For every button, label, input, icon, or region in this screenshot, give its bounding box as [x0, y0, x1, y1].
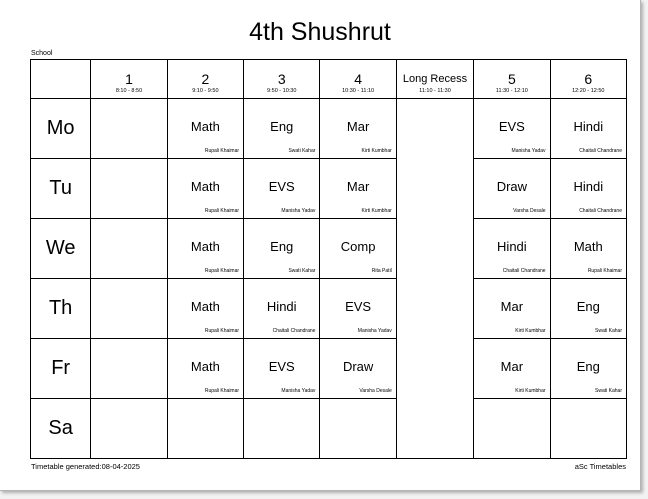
period-number: Long Recess — [402, 73, 468, 85]
subject-name: Draw — [342, 359, 374, 374]
lesson-cell — [320, 159, 396, 219]
period-number: 4 — [354, 71, 362, 87]
subject-name: Hindi — [573, 119, 604, 134]
lesson-cell — [550, 339, 626, 399]
lesson-cell — [167, 219, 243, 279]
subject-name: Mar — [346, 119, 370, 134]
day-name: Tu — [31, 159, 91, 219]
period-time: 11:10 - 11:30 — [419, 88, 451, 94]
teacher-name: Manisha Yadav — [511, 148, 546, 154]
lesson-cell — [474, 159, 550, 219]
subject-name: Mar — [500, 359, 524, 374]
empty-cell — [91, 339, 167, 399]
teacher-name: Rupali Khaimar — [587, 268, 622, 274]
empty-cell — [320, 399, 396, 459]
lesson-cell — [167, 339, 243, 399]
day-row — [31, 279, 627, 339]
subject-name: EVS — [268, 359, 295, 374]
subject-name: Hindi — [573, 179, 604, 194]
lesson-cell — [474, 279, 550, 339]
period-header — [550, 60, 626, 99]
corner-cell — [31, 60, 91, 99]
day-row — [31, 219, 627, 279]
teacher-name: Manisha Yadav — [357, 328, 392, 334]
period-header — [474, 60, 550, 99]
teacher-name: Chaitali Chandrane — [272, 328, 316, 334]
subject-name: Math — [573, 239, 603, 254]
subject-name: EVS — [345, 299, 372, 314]
subject-name: Eng — [576, 299, 600, 314]
period-number: 6 — [584, 71, 593, 87]
timetable-grid — [30, 59, 627, 459]
empty-cell — [91, 279, 167, 339]
teacher-name: Kirti Kumbhar — [515, 388, 546, 394]
day-name: Th — [31, 279, 91, 339]
empty-cell — [550, 399, 626, 459]
lesson-cell — [244, 339, 320, 399]
period-header — [396, 60, 473, 99]
subject-name: Mar — [346, 179, 370, 194]
teacher-name: Swati Kahar — [288, 268, 316, 274]
teacher-name: Swati Kahar — [595, 328, 622, 334]
empty-cell — [167, 399, 243, 459]
teacher-name: Rupali Khaimar — [204, 388, 240, 394]
lesson-cell — [320, 279, 396, 339]
teacher-name: Rupali Khaimar — [204, 328, 240, 334]
subject-name: Math — [190, 119, 220, 134]
subject-name: EVS — [268, 179, 295, 194]
period-time: 9:50 - 10:30 — [267, 88, 297, 94]
day-name: Fr — [31, 339, 91, 399]
day-row — [31, 99, 627, 159]
teacher-name: Chaitali Chandrane — [502, 268, 546, 274]
empty-cell — [91, 219, 167, 279]
subject-name: Draw — [496, 179, 528, 194]
subject-name: Eng — [270, 119, 294, 134]
teacher-name: Swati Kahar — [595, 388, 622, 394]
empty-cell — [474, 399, 550, 459]
period-header — [91, 60, 167, 99]
subject-name: Math — [190, 179, 220, 194]
period-number: 3 — [277, 71, 286, 87]
software-credit: aSc Timetables — [574, 462, 626, 471]
subject-name: Hindi — [497, 239, 527, 254]
lesson-cell — [167, 99, 243, 159]
subject-name: Mar — [500, 299, 524, 314]
day-name: Mo — [31, 99, 91, 159]
subject-name: Math — [190, 359, 220, 374]
empty-cell — [91, 399, 167, 459]
period-header — [320, 60, 396, 99]
empty-cell — [91, 159, 167, 219]
subject-name: EVS — [498, 119, 525, 134]
generated-date: Timetable generated:08-04-2025 — [31, 462, 140, 471]
period-number: 2 — [201, 71, 210, 87]
day-row — [31, 399, 627, 459]
teacher-name: Chaitali Chandrane — [579, 208, 622, 214]
period-time: 9:10 - 9:50 — [192, 88, 219, 94]
teacher-name: Kirti Kumbhar — [515, 328, 546, 334]
teacher-name: Swati Kahar — [288, 148, 316, 154]
lesson-cell — [167, 279, 243, 339]
lesson-cell — [244, 99, 320, 159]
lesson-cell — [474, 99, 550, 159]
period-time: 12:20 - 12:50 — [572, 88, 605, 94]
period-header-row — [31, 60, 627, 99]
day-row — [31, 159, 627, 219]
teacher-name: Varsha Desale — [359, 388, 392, 394]
day-name: Sa — [31, 399, 91, 459]
lesson-cell — [550, 279, 626, 339]
period-number: 1 — [125, 71, 133, 87]
subject-name: Comp — [340, 239, 376, 254]
subject-name: Eng — [270, 239, 294, 254]
teacher-name: Chaitali Chandrane — [579, 148, 622, 154]
lesson-cell — [320, 219, 396, 279]
teacher-name: Rupali Khaimar — [204, 148, 240, 154]
subject-name: Math — [190, 299, 220, 314]
lesson-cell — [550, 219, 626, 279]
teacher-name: Rupali Khaimar — [204, 268, 240, 274]
period-time: 11:30 - 12:10 — [495, 88, 528, 94]
period-header — [167, 60, 243, 99]
lesson-cell — [550, 99, 626, 159]
teacher-name: Kirti Kumbhar — [361, 208, 392, 214]
subject-name: Hindi — [266, 299, 297, 314]
empty-cell — [91, 99, 167, 159]
school-label: School — [31, 50, 53, 57]
period-number: 5 — [507, 71, 516, 87]
lesson-cell — [244, 279, 320, 339]
lesson-cell — [474, 219, 550, 279]
recess-cell — [396, 99, 473, 459]
period-time: 10:30 - 11:10 — [342, 88, 375, 94]
lesson-cell — [320, 99, 396, 159]
subject-name: Eng — [576, 359, 600, 374]
teacher-name: Rupali Khaimar — [204, 208, 240, 214]
teacher-name: Manisha Yadav — [281, 388, 316, 394]
lesson-cell — [550, 159, 626, 219]
subject-name: Math — [190, 239, 220, 254]
lesson-cell — [320, 339, 396, 399]
empty-cell — [244, 399, 320, 459]
lesson-cell — [244, 219, 320, 279]
day-name: We — [31, 219, 91, 279]
lesson-cell — [474, 339, 550, 399]
period-header — [244, 60, 320, 99]
teacher-name: Varsha Desale — [513, 208, 546, 214]
class-title: 4th Shushrut — [249, 18, 391, 46]
teacher-name: Kirti Kumbhar — [361, 148, 392, 154]
period-time: 8:10 - 8:50 — [115, 88, 143, 94]
teacher-name: Rita Patil — [371, 268, 392, 274]
lesson-cell — [167, 159, 243, 219]
lesson-cell — [244, 159, 320, 219]
day-row — [31, 339, 627, 399]
teacher-name: Manisha Yadav — [281, 208, 316, 214]
